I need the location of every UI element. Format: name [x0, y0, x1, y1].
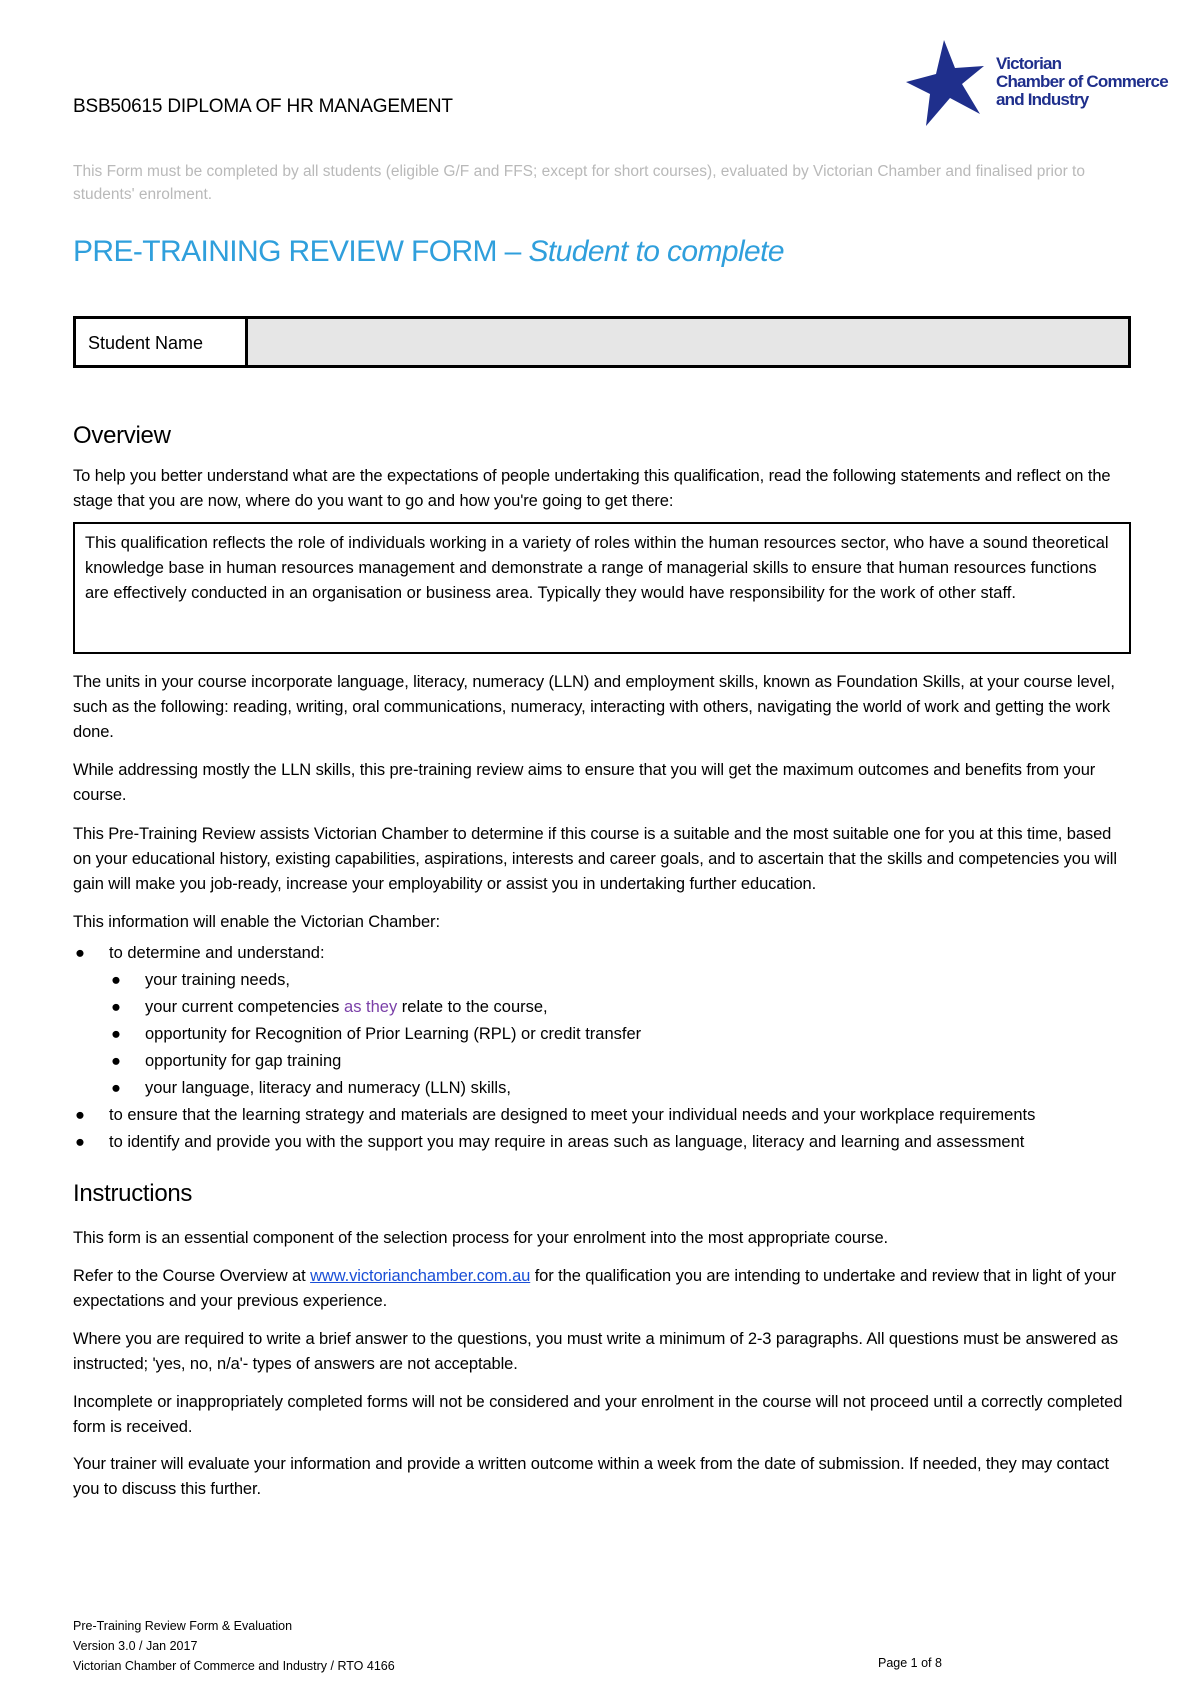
instructions-paragraph-4: Incomplete or inappropriately completed forms will not be considered and your enrolment in the course will not proceed until a correctly completed form is received. [73, 1393, 1123, 1436]
course-code: BSB50615 DIPLOMA OF HR MANAGEMENT [73, 96, 453, 117]
bullet-icon: ● [111, 1052, 121, 1070]
bullet-icon: ● [111, 1025, 121, 1043]
title-italic: Student to complete [528, 235, 784, 268]
vcci-logo [904, 38, 1168, 130]
instructions-heading: Instructions [73, 1180, 193, 1207]
course-overview-link[interactable]: www.victorianchamber.com.au [310, 1267, 531, 1285]
bullet-icon: ● [111, 1079, 121, 1097]
instructions-paragraph-2: Refer to the Course Overview at www.victorianchamber.com.au for the qualification you are intending to undertake and review that in light of your expectations and your previous experience. [73, 1267, 1116, 1310]
overview-heading: Overview [73, 422, 171, 449]
bullet-icon: ● [75, 1133, 85, 1151]
overview-paragraph-4: This information will enable the Victorian Chamber: [73, 913, 440, 931]
footer-line-3: Victorian Chamber of Commerce and Industry / RTO 4166 [73, 1659, 395, 1673]
page-number: Page 1 of 8 [878, 1656, 942, 1670]
logo-line-2: Chamber of Commerce [996, 72, 1168, 91]
student-name-label: Student Name [76, 319, 248, 365]
list-item: ● to ensure that the learning strategy and materials are designed to meet your individual needs and your workplace requirements [73, 1102, 1143, 1129]
instructions-paragraph-3: Where you are required to write a brief answer to the questions, you must write a minimum of 2-3 paragraphs. All questions must be answered as instructed; 'yes, no, n/a'- types of answers are not acceptable. [73, 1330, 1119, 1373]
enable-list [73, 940, 1143, 1156]
list-item: ● your language, literacy and numeracy (LLN) skills, [73, 1075, 1143, 1102]
list-item: ● opportunity for Recognition of Prior Learning (RPL) or credit transfer [73, 1021, 1143, 1048]
list-item: ● your training needs, [73, 967, 1143, 994]
list-item: ● to determine and understand: [73, 940, 1143, 967]
footer-line-2: Version 3.0 / Jan 2017 [73, 1639, 198, 1653]
logo-line-1: Victorian [996, 54, 1062, 73]
overview-paragraph-1: The units in your course incorporate language, literacy, numeracy (LLN) and employment skills, known as Foundation Skills, at your course level, such as the following: reading, writing, oral communications, numeracy, interacting with others, navigating the world of work and getting the work done. [73, 673, 1115, 741]
logo-line-3: and Industry [996, 90, 1089, 109]
star-icon [904, 38, 996, 130]
bullet-icon: ● [75, 1106, 85, 1124]
bullet-icon: ● [111, 998, 121, 1016]
title-main: PRE-TRAINING REVIEW FORM – [73, 235, 529, 268]
bullet-icon: ● [111, 971, 121, 989]
student-name-field[interactable] [248, 319, 1128, 365]
list-item: ● to identify and provide you with the support you may require in areas such as language, literacy and learning and assessment [73, 1129, 1143, 1156]
list-item: ● opportunity for gap training [73, 1048, 1143, 1075]
qualification-description-box: This qualification reflects the role of individuals working in a variety of roles within the human resources sector, who have a sound theoretical knowledge base in human resources management and demonstrate a range of managerial skills to ensure that human resources functions are effectively conducted in an organisation or business area. Typically they would have responsibility for the work of other staff. [73, 522, 1131, 654]
instructions-paragraph-1: This form is an essential component of the selection process for your enrolment into the most appropriate course. [73, 1229, 889, 1247]
student-name-table [73, 316, 1131, 368]
overview-paragraph-3: This Pre-Training Review assists Victorian Chamber to determine if this course is a suitable and the most suitable one for you at this time, based on your educational history, existing capabilities, aspirations, interests and career goals, and to ascertain that the skills and competencies you will gain will make you job-ready, increase your employability or assist you in undertaking further education. [73, 825, 1117, 893]
overview-paragraph-2: While addressing mostly the LLN skills, this pre-training review aims to ensure that you will get the maximum outcomes and benefits from your course. [73, 761, 1096, 804]
overview-lead: To help you better understand what are the expectations of people undertaking this qualification, read the following statements and reflect on the stage that you are now, where do you want to go and how you're going to get there: [73, 467, 1111, 510]
bullet-icon: ● [75, 944, 85, 962]
footer-line-1: Pre-Training Review Form & Evaluation [73, 1619, 293, 1633]
intro-note: This Form must be completed by all students (eligible G/F and FFS; except for short courses), evaluated by Victorian Chamber and finalised prior to students' enrolment. [73, 163, 1085, 203]
page-title [73, 235, 784, 269]
list-item: ● your current competencies as they relate to the course, [73, 994, 1143, 1021]
footer [73, 1616, 395, 1676]
instructions-paragraph-5: Your trainer will evaluate your information and provide a written outcome within a week from the date of submission. If needed, they may contact you to discuss this further. [73, 1455, 1110, 1498]
highlighted-text: as they [344, 998, 398, 1016]
